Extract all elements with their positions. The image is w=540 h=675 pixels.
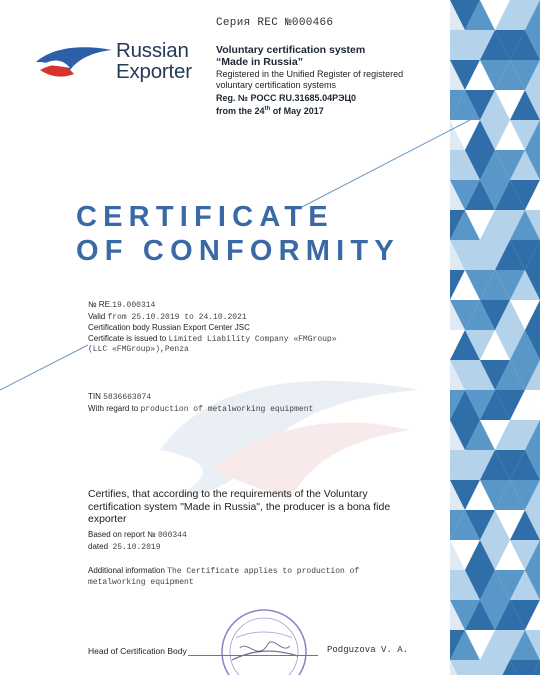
dated-row (88, 542, 388, 554)
certifies-statement: Certifies, that according to the requirements of the Voluntary certification system "Made in Russia", the producer is a bona fide exporter (88, 488, 391, 525)
valid-label: Valid (88, 311, 106, 321)
issued-value-line2: (LLC «FMGroup»),Penza (88, 345, 189, 354)
title-line2: OF CONFORMITY (76, 235, 400, 267)
tin-block (88, 392, 428, 415)
system-sub-line2: voluntary certification systems (216, 80, 337, 90)
logo-flag-icon (34, 44, 114, 80)
russian-exporter-logo (34, 40, 214, 92)
issued-to-row (88, 334, 428, 346)
based-on-report-row (88, 530, 388, 542)
dated-value: 25.10.2019 (112, 542, 161, 552)
based-value: 000344 (157, 531, 187, 540)
system-reg-line1: Reg. № POCC RU.31685.04РЭЦ0 (216, 93, 357, 103)
dated-label: dated (88, 541, 109, 551)
system-title-line1: Voluntary certification system (216, 44, 366, 56)
tin-row (88, 392, 428, 404)
regard-label: With regard to (88, 403, 139, 413)
certificate-fields (88, 300, 428, 356)
certification-body-row: Certification body Russian Export Center JSC (88, 323, 250, 332)
reg-date-post: of May 2017 (270, 106, 324, 116)
number-label: № RE. (88, 300, 113, 309)
additional-value-line1: The Certificate applies to production of (167, 567, 360, 576)
head-of-certification-label: Head of Certification Body (88, 646, 187, 656)
additional-value-line2: metalworking equipment (88, 577, 194, 587)
based-label: Based on report № (88, 530, 156, 539)
number-value: 19.000314 (112, 301, 156, 310)
reg-date-pre: from the 24 (216, 106, 265, 116)
title-line1: CERTIFICATE (76, 201, 334, 233)
additional-row (88, 566, 408, 578)
regard-row (88, 404, 428, 416)
system-title-line2: “Made in Russia” (216, 56, 303, 68)
official-stamp (212, 600, 316, 675)
logo-line1: Russian (116, 39, 189, 62)
certificate-title (76, 200, 400, 268)
logo-line2: Exporter (116, 60, 192, 83)
certificate-number-row (88, 300, 428, 312)
validity-row (88, 312, 428, 324)
report-block (88, 530, 388, 553)
certification-system-block (216, 44, 426, 117)
issued-value-line1: Limited Liability Company «FMGroup» (168, 334, 337, 344)
system-reg-line2 (216, 104, 426, 117)
additional-label: Additional information (88, 566, 165, 575)
regard-value: production of metalworking equipment (140, 404, 314, 414)
system-sub-line1: Registered in the Unified Register of registered (216, 69, 404, 79)
reg-date-sup: th (264, 106, 271, 112)
additional-information (88, 566, 408, 588)
issued-label: Certificate is issued to (88, 333, 167, 343)
signatory-name: Podguzova V. A. (327, 645, 409, 655)
tin-value: 5836663874 (103, 393, 152, 402)
serial-number: Серия REC №000466 (216, 17, 334, 29)
tin-label: TIN (88, 392, 101, 401)
valid-value: from 25.10.2019 to 24.10.2021 (107, 312, 247, 322)
signature-line (188, 655, 318, 656)
